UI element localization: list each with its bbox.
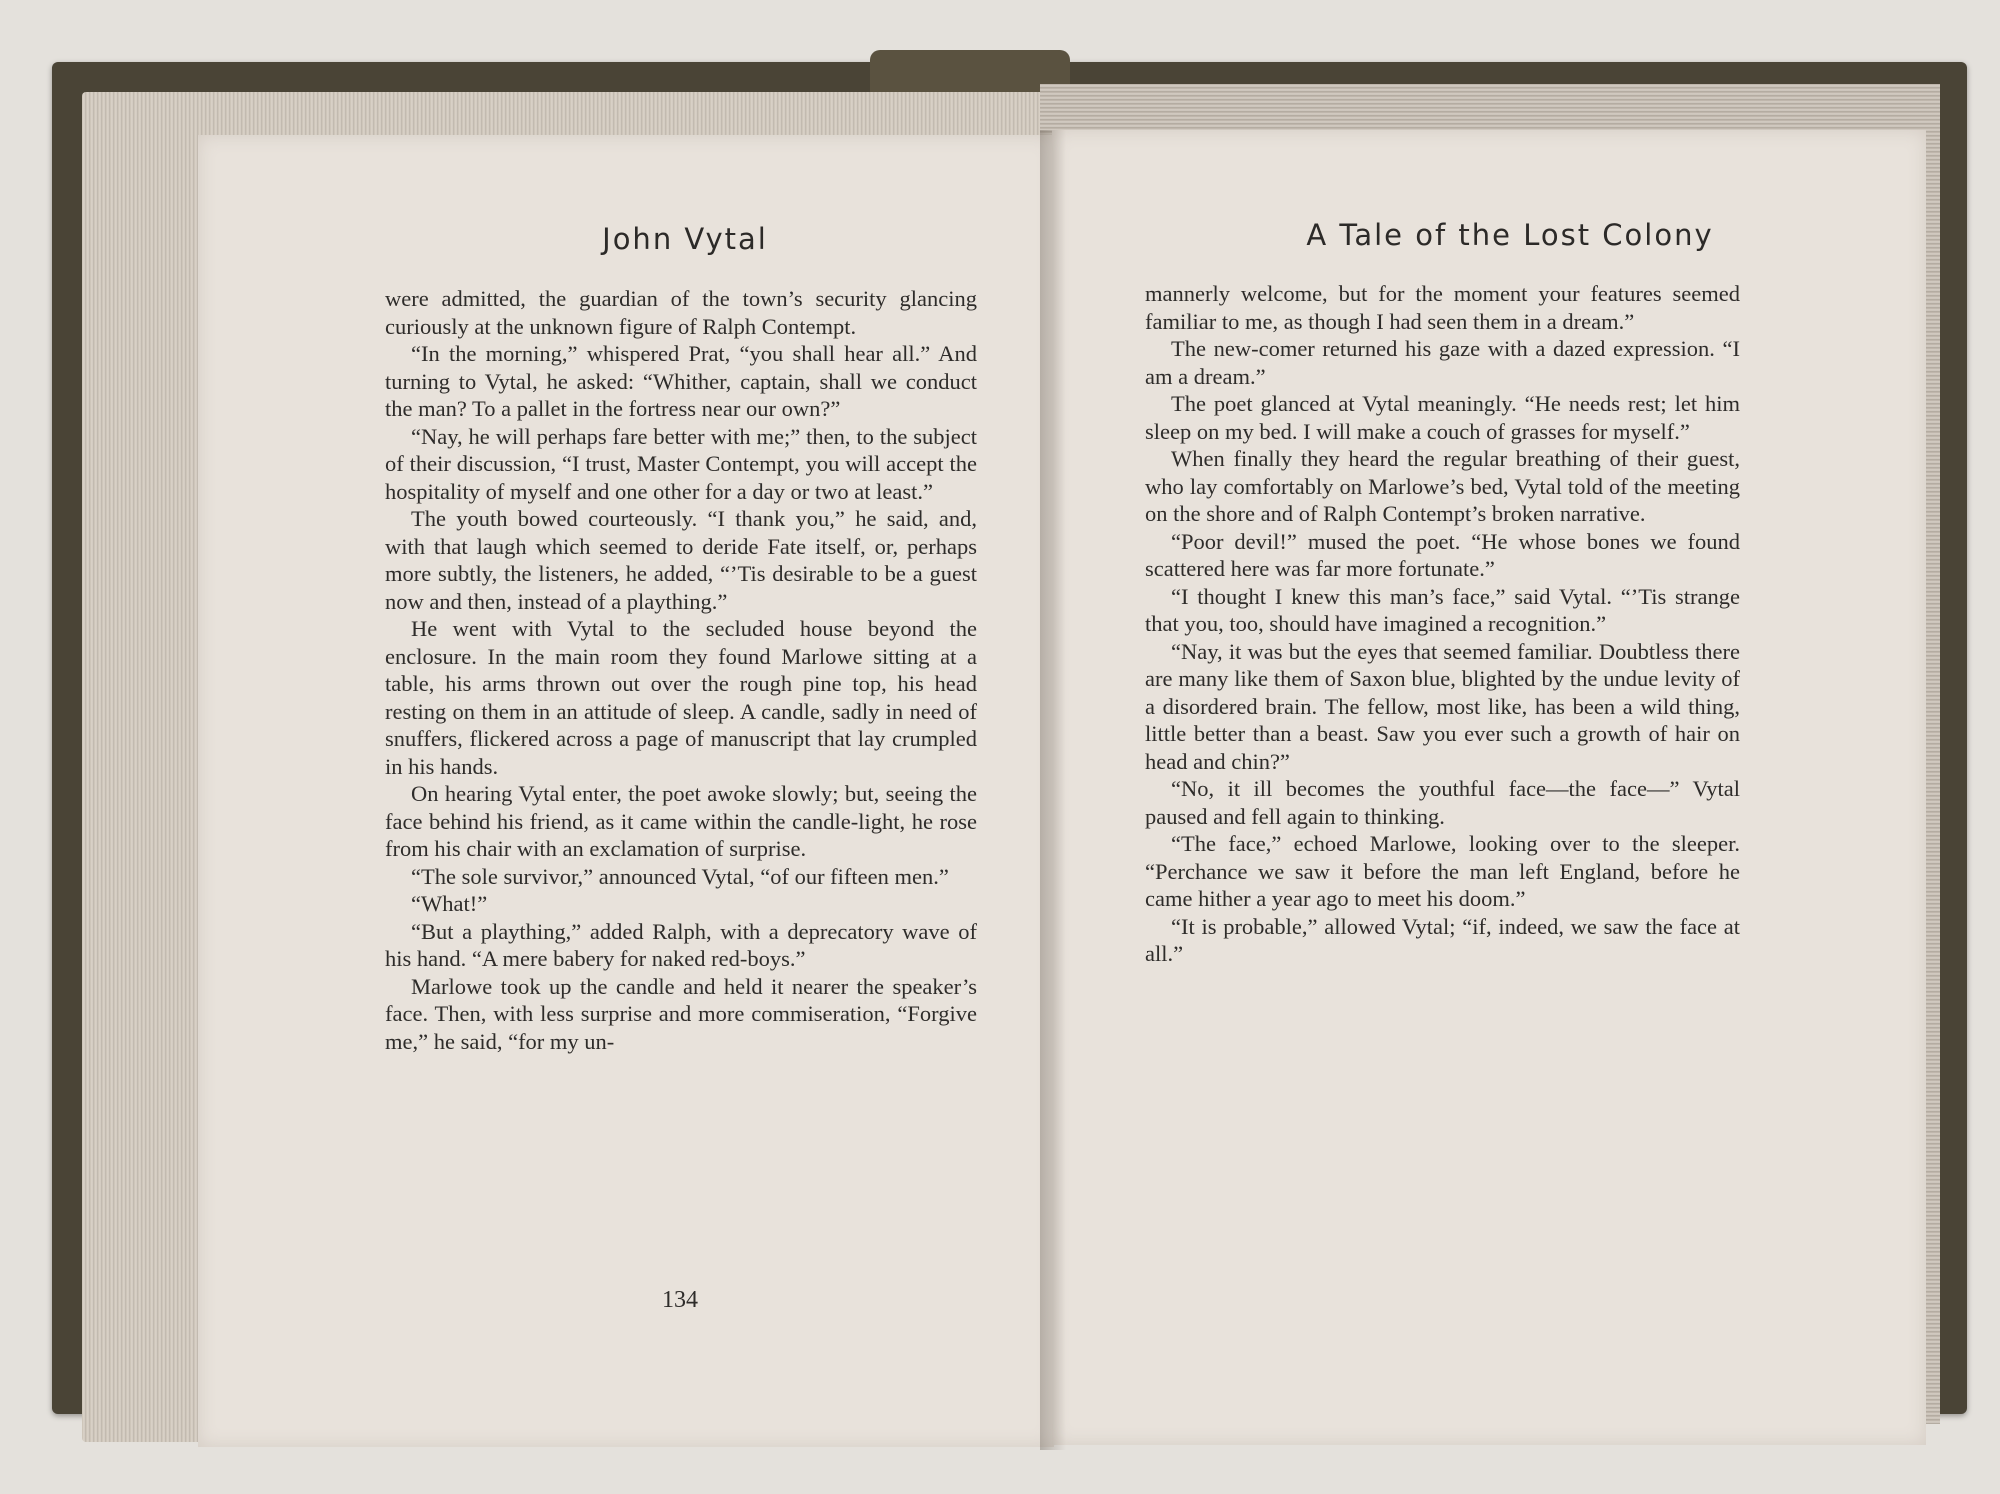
paragraph: “Poor devil!” mused the poet. “He whose bones we found scattered here was far more fortunate.” bbox=[1145, 528, 1740, 581]
left-running-head: John Vytal bbox=[602, 222, 768, 256]
paragraph: The youth bowed courteously. “I thank you,” he said, and, with that laugh which seemed to deride Fate itself, or, perhaps more subtly, the listeners, he added, “’Tis desirable to be a guest now and then, instead of a plaything.” bbox=[385, 506, 977, 614]
paragraph: “Nay, it was but the eyes that seemed familiar. Doubtless there are many like them of Saxon blue, blighted by the undue levity of a disordered brain. The fellow, most like, has been a wild thing, little better than a beast. Saw you ever such a growth of hair on head and chin?” bbox=[1145, 638, 1740, 774]
paragraph: “It is probable,” allowed Vytal; “if, indeed, we saw the face at all.” bbox=[1145, 913, 1740, 966]
paragraph: “Nay, he will perhaps fare better with me;” then, to the subject of their discussion, “I trust, Master Contempt, you will accept the hospitality of myself and one other for a day or two at least.” bbox=[385, 423, 977, 504]
paragraph: mannerly welcome, but for the moment your features seemed familiar to me, as though I had seen them in a dream.” bbox=[1145, 281, 1740, 334]
right-running-head: A Tale of the Lost Colony bbox=[1306, 218, 1714, 252]
paragraph: Marlowe took up the candle and held it nearer the speaker’s face. Then, with less surprise and more commiseration, “Forgive me,” he said, “for my un- bbox=[385, 973, 977, 1054]
paragraph: “I thought I knew this man’s face,” said Vytal. “’Tis strange that you, too, should have imagined a recognition.” bbox=[1145, 583, 1740, 636]
paragraph: When finally they heard the regular breathing of their guest, who lay comfortably on Marlowe’s bed, Vytal told of the meeting on the shore and of Ralph Contempt’s broken narrative. bbox=[1145, 446, 1740, 526]
paragraph: “What!” bbox=[411, 891, 488, 916]
paragraph: were admitted, the guardian of the town’s security glancing curiously at the unknown figure of Ralph Contempt. bbox=[385, 286, 977, 339]
paragraph: “The sole survivor,” announced Vytal, “of our fifteen men.” bbox=[411, 863, 949, 889]
left-page-text bbox=[385, 285, 977, 1055]
paragraph: “The face,” echoed Marlowe, looking over to the sleeper. “Perchance we saw it before the man left England, before he came hither a year ago to meet his doom.” bbox=[1145, 831, 1740, 911]
paragraph: The poet glanced at Vytal meaningly. “He needs rest; let him sleep on my bed. I will make a couch of grasses for myself.” bbox=[1145, 391, 1740, 444]
paragraph: The new-comer returned his gaze with a dazed expression. “I am a dream.” bbox=[1145, 336, 1740, 389]
book-gutter bbox=[1040, 130, 1066, 1450]
right-page-text bbox=[1145, 280, 1740, 968]
paragraph: “No, it ill becomes the youthful face—the face—” Vytal paused and fell again to thinking. bbox=[1145, 776, 1740, 829]
paragraph: “But a plaything,” added Ralph, with a deprecatory wave of his hand. “A mere babery for naked red-boys.” bbox=[385, 918, 977, 971]
paragraph: He went with Vytal to the secluded house beyond the enclosure. In the main room they found Marlowe sitting at a table, his arms thrown out over the rough pine top, his head resting on them in an attitude of sleep. A candle, sadly in need of snuffers, flickered across a page of manuscript that lay crumpled in his hands. bbox=[385, 616, 977, 779]
paragraph: “In the morning,” whispered Prat, “you shall hear all.” And turning to Vytal, he asked: “Whither, captain, shall we conduct the man? To a pallet in the fortress near our own?” bbox=[385, 341, 977, 421]
paragraph: On hearing Vytal enter, the poet awoke slowly; but, seeing the face behind his friend, as it came within the candle-light, he rose from his chair with an exclamation of surprise. bbox=[385, 781, 977, 861]
page-number: 134 bbox=[662, 1287, 698, 1313]
